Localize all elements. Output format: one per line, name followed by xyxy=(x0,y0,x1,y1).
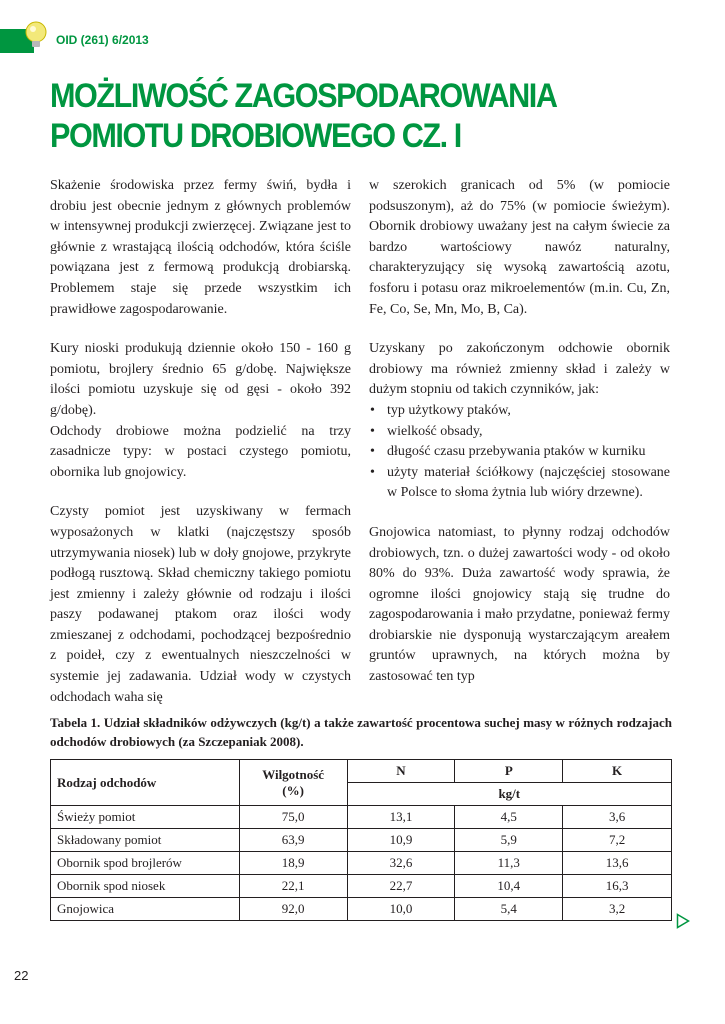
cell-n: 22,7 xyxy=(347,875,455,898)
cell-p: 10,4 xyxy=(455,875,563,898)
factor-list xyxy=(369,401,670,504)
header-n: N xyxy=(347,760,455,783)
table-row xyxy=(51,829,672,852)
table-row xyxy=(51,852,672,875)
paragraph: Kury nioski produkują dziennie około 150 - 160 g pomiotu, brojlery średnio 65 g/dobę. Największe ilości pomiotu uzyskuje się od gęsi - około 392 g/dobę). xyxy=(50,341,351,418)
list-item-text: długość czasu przebywania ptaków w kurniku xyxy=(387,444,646,460)
cell-p: 11,3 xyxy=(455,852,563,875)
header-unit: kg/t xyxy=(347,783,671,806)
cell-type: Obornik spod brojlerów xyxy=(51,852,240,875)
cell-p: 4,5 xyxy=(455,806,563,829)
list-item-text: wielkość obsady, xyxy=(387,423,483,439)
title-line-2: POMIOTU DROBIOWEGO CZ. I xyxy=(50,117,461,155)
cell-k: 7,2 xyxy=(563,829,672,852)
page-number: 22 xyxy=(14,968,29,983)
cell-p: 5,9 xyxy=(455,829,563,852)
list-item xyxy=(369,422,670,443)
paragraph: w szerokich granicach od 5% (w pomiocie podsuszonym), aż do 75% (w pomiocie świeżym). Obornik drobiowy uważany jest na całym świecie za bardzo wartościowy nawóz naturalny, charakteryzujący się wysoką zawartością azotu, fosforu i potasu oraz mikroelementów (m.in. Cu, Zn, Fe, Co, Se, Mn, Mo, B, Ca). xyxy=(369,178,670,317)
cell-k: 3,2 xyxy=(563,898,672,921)
triangle-right-icon[interactable] xyxy=(676,913,690,929)
title-line-1: MOŻLIWOŚĆ ZAGOSPODAROWANIA xyxy=(50,77,557,115)
cell-type: Świeży pomiot xyxy=(51,806,240,829)
header-waste-type: Rodzaj odchodów xyxy=(51,760,240,806)
list-item xyxy=(369,463,670,504)
list-item xyxy=(369,442,670,463)
cell-n: 13,1 xyxy=(347,806,455,829)
paragraph: Gnojowica natomiast, to płynny rodzaj odchodów drobiowych, tzn. o dużej zawartości wody - od około 80% do 93%. Duża zawartość wody sprawia, że ogromne ilości gnojowicy stają się trudne do zagospodarowania i mało przydatne, ponieważ fermy drobiarskie nie dysponują wystarczającym areałem gruntów uprawnych, na których można by zastosować ten typ xyxy=(369,524,670,685)
journal-issue: OID (261) 6/2013 xyxy=(56,33,149,47)
paragraph: Czysty pomiot jest uzyskiwany w fermach wyposażonych w klatki (najczęstszy sposób utrzymywania niosek) lub w doły gnojowe, przykryte podłogą rusztową. Skład chemiczny takiego pomiotu jest zmienny i zależy głównie od rodzaju i ilości paszy podawanej ptakom oraz ilości wody zmieszanej z odchodami, pochodzącej bezpośrednio z poideł, czy z ewentualnych nieszczelności w systemie jej zadawania. Udział wody w czystych odchodach waha się xyxy=(50,504,351,705)
header-moisture xyxy=(239,760,347,806)
paragraph: Odchody drobiowe można podzielić na trzy zasadnicze typy: w postaci czystego pomiotu, obornika lub gnojowicy. xyxy=(50,423,351,480)
cell-type: Gnojowica xyxy=(51,898,240,921)
nutrient-table xyxy=(50,759,672,921)
header-moisture-unit: (%) xyxy=(282,782,304,798)
cell-type: Obornik spod niosek xyxy=(51,875,240,898)
cell-n: 10,0 xyxy=(347,898,455,921)
cell-type: Składowany pomiot xyxy=(51,829,240,852)
lightbulb-icon xyxy=(22,20,50,52)
cell-moisture: 18,9 xyxy=(239,852,347,875)
cell-p: 5,4 xyxy=(455,898,563,921)
bullet-icon: • xyxy=(370,402,375,418)
list-item xyxy=(369,401,670,422)
table-row xyxy=(51,898,672,921)
bullet-icon: • xyxy=(370,464,375,480)
list-item-text: użyty materiał ściółkowy (najczęściej stosowane w Polsce to słoma żytnia lub wióry drzewne). xyxy=(387,464,670,501)
cell-n: 10,9 xyxy=(347,829,455,852)
paragraph: Uzyskany po zakończonym odchowie obornik drobiowy ma również zmienny skład i zależy w dużym stopniu od takich czynników, jak: xyxy=(369,341,670,398)
cell-k: 13,6 xyxy=(563,852,672,875)
table-row xyxy=(51,806,672,829)
table-row xyxy=(51,875,672,898)
bullet-icon: • xyxy=(370,444,375,460)
header-moisture-label: Wilgotność xyxy=(262,766,325,782)
cell-n: 32,6 xyxy=(347,852,455,875)
table-caption: Tabela 1. Udział składników odżywczych (kg/t) a także zawartość procentowa suchej masy w różnych rodzajach odchodów drobiowych (za Szczepaniak 2008). xyxy=(50,715,672,749)
cell-k: 3,6 xyxy=(563,806,672,829)
cell-moisture: 22,1 xyxy=(239,875,347,898)
cell-k: 16,3 xyxy=(563,875,672,898)
right-column xyxy=(369,176,670,707)
header-k: K xyxy=(563,760,672,783)
article-title xyxy=(50,76,557,156)
cell-moisture: 92,0 xyxy=(239,898,347,921)
bullet-icon: • xyxy=(370,423,375,439)
list-item-text: typ użytkowy ptaków, xyxy=(387,402,511,418)
header-p: P xyxy=(455,760,563,783)
cell-moisture: 75,0 xyxy=(239,806,347,829)
paragraph: Skażenie środowiska przez fermy świń, bydła i drobiu jest obecnie jednym z głównych problemów w intensywnej produkcji zwierzęcej. Związane jest to głównie z wrastającą ilością odchodów, która ściśle powiązana jest z fermową produkcją drobiarską. Problemem staje się przede wszystkim ich prawidłowe zagospodarowanie. xyxy=(50,178,351,317)
cell-moisture: 63,9 xyxy=(239,829,347,852)
left-column xyxy=(50,176,351,727)
